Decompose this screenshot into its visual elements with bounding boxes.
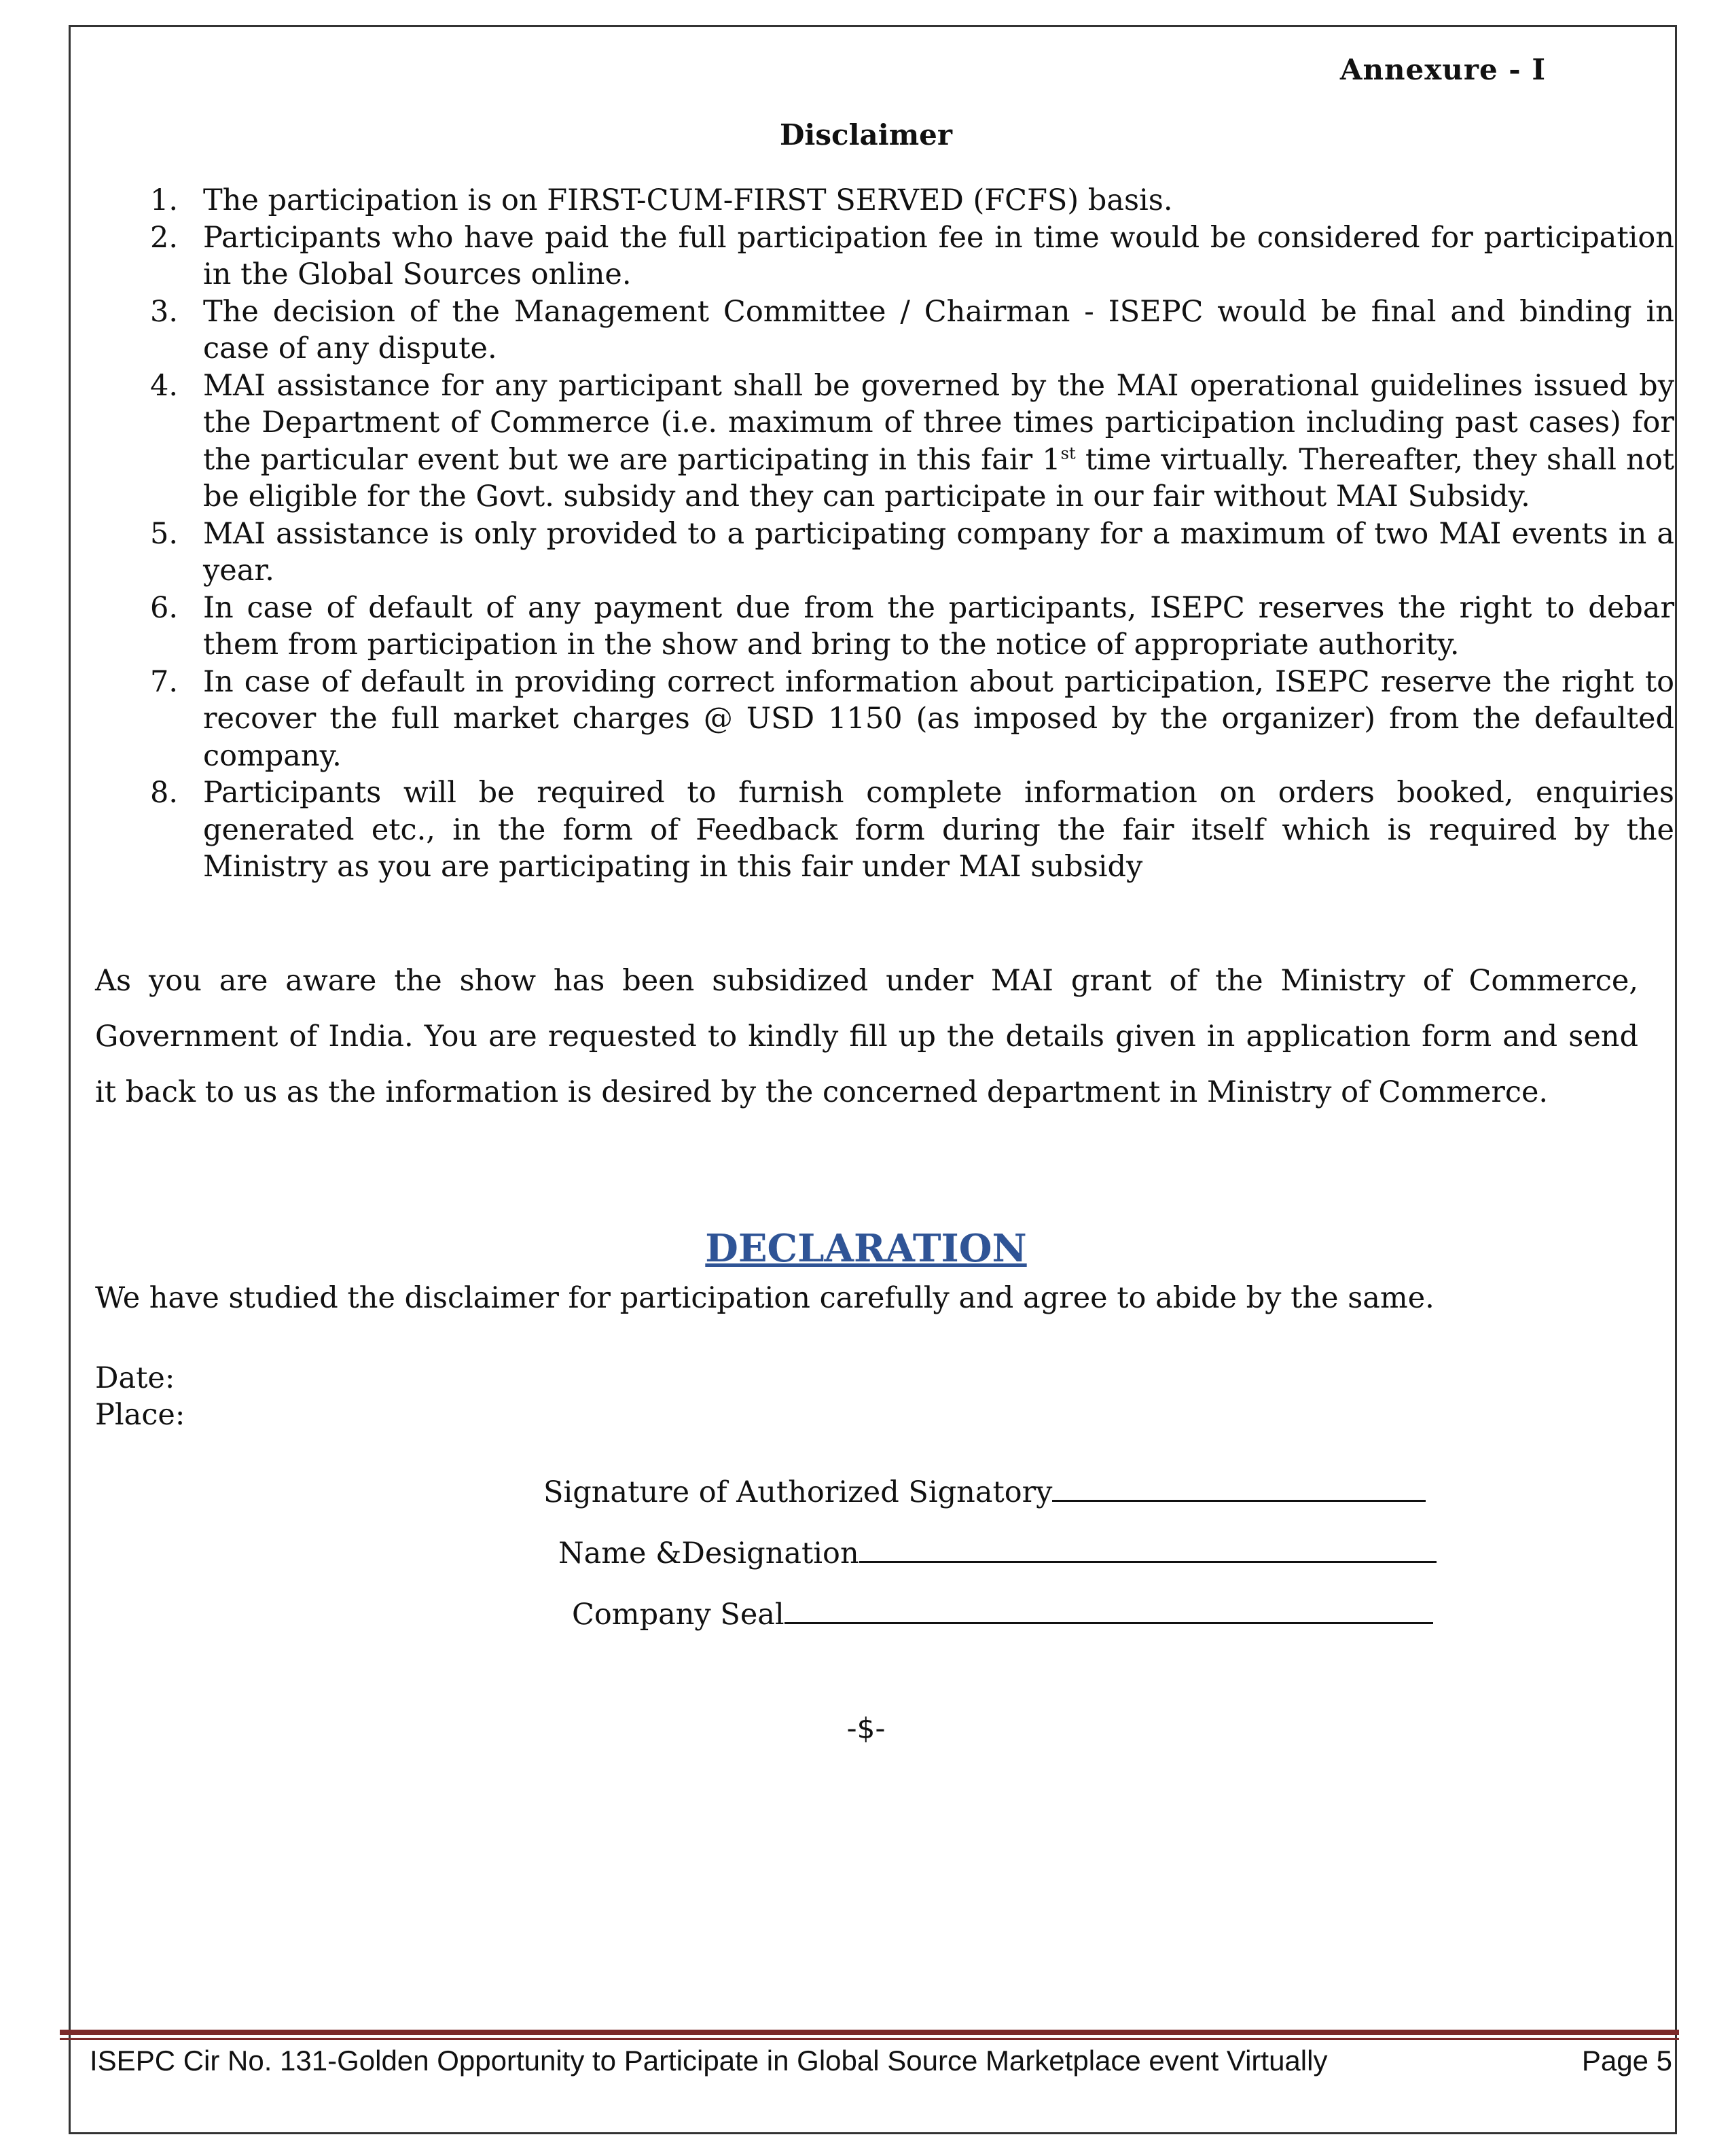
company-seal-row [572, 1595, 1433, 1632]
disclaimer-list [136, 182, 1674, 886]
item-number: 6. [149, 590, 178, 625]
item-superscript: st [1060, 444, 1076, 463]
item-number: 4. [149, 368, 178, 403]
list-item [136, 664, 1674, 775]
signature-row [543, 1473, 1426, 1509]
footer-rule-thin [60, 2038, 1679, 2040]
declaration-title: DECLARATION [705, 1226, 1027, 1271]
item-number: 1. [149, 183, 178, 217]
item-text: Participants will be required to furnish complete information on orders booked, enquiries generated etc., in the form of Feedback form during the fair itself which is required by the Ministry as you are participating in this fair under MAI subsidy [203, 776, 1674, 884]
item-number: 2. [149, 220, 178, 255]
signature-line[interactable] [1052, 1473, 1426, 1502]
item-text: In case of default of any payment due from the participants, ISEPC reserves the right to debar them from participation in the show and bring to the notice of appropriate authority. [203, 590, 1674, 662]
list-item [136, 367, 1674, 516]
ministry-paragraph: As you are aware the show has been subsidized under MAI grant of the Ministry of Commerce, Government of India. You are requested to kindly fill up the details given in application form and send it back to us as the information is desired by the concerned department in Ministry of Commerce. [95, 964, 1638, 1109]
declaration-text: We have studied the disclaimer for participation carefully and agree to abide by the same. [95, 1281, 1435, 1315]
name-designation-line[interactable] [859, 1534, 1437, 1563]
footer-page-number: Page 5 [1581, 2045, 1672, 2077]
item-number: 5. [149, 516, 178, 551]
list-item [136, 516, 1674, 590]
place-label: Place: [95, 1398, 185, 1432]
name-designation-row [558, 1534, 1437, 1570]
item-text: In case of default in providing correct information about participation, ISEPC reserve the right to recover the full market charges @ USD 1150 (as imposed by the organizer) from the defaulted company. [203, 664, 1674, 773]
list-item [136, 590, 1674, 664]
item-text: The decision of the Management Committee / Chairman - ISEPC would be final and binding in case of any dispute. [203, 294, 1674, 365]
item-number: 3. [149, 294, 178, 329]
footer-rule [60, 2030, 1679, 2035]
disclaimer-title: Disclaimer [779, 118, 952, 151]
company-seal-line[interactable] [784, 1595, 1433, 1624]
company-seal-label: Company Seal [572, 1598, 784, 1632]
list-item [136, 293, 1674, 367]
item-number: 7. [149, 664, 178, 699]
item-number: 8. [149, 776, 178, 810]
item-text: Participants who have paid the full participation fee in time would be considered for participation in the Global Sources online. [203, 220, 1674, 291]
end-mark: -$- [846, 1712, 886, 1745]
name-designation-label: Name &Designation [558, 1537, 859, 1570]
footer-circular: ISEPC Cir No. 131-Golden Opportunity to Participate in Global Source Marketplace event Virtually [90, 2045, 1328, 2077]
signature-label: Signature of Authorized Signatory [543, 1475, 1053, 1509]
item-text-after: time virtually. Thereafter, they shall not be eligible for the Govt. subsidy and they can participate in our fair without MAI Subsidy. [203, 442, 1674, 514]
list-item [136, 774, 1674, 886]
list-item [136, 182, 1674, 219]
item-text: MAI assistance is only provided to a participating company for a maximum of two MAI events in a year. [203, 516, 1674, 588]
item-text-before: MAI assistance for any participant shall be governed by the MAI operational guidelines issued by the Department of Commerce (i.e. maximum of three times participation including past cases) for the particular event but we are participating in this fair 1 [203, 368, 1674, 477]
item-text: The participation is on FIRST-CUM-FIRST SERVED (FCFS) basis. [203, 183, 1173, 217]
list-item [136, 219, 1674, 293]
annexure-label: Annexure - I [1339, 53, 1546, 86]
date-label: Date: [95, 1361, 175, 1395]
